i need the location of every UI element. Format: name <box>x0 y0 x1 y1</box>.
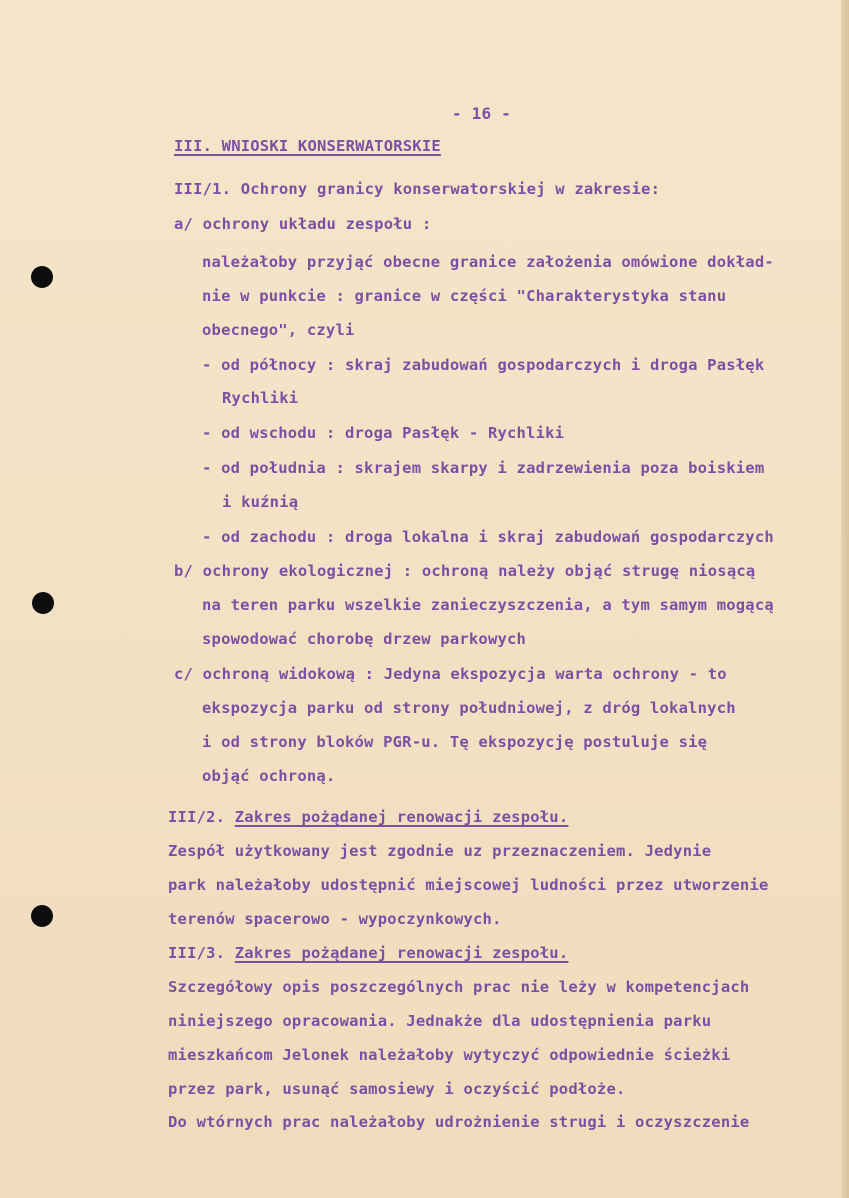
boundary-south-cont: i kuźnią <box>222 493 299 511</box>
section-heading: III. WNIOSKI KONSERWATORSKIE <box>174 137 441 155</box>
page-number: - 16 - <box>452 104 511 123</box>
boundary-north: - od północy : skraj zabudowań gospodarczych i droga Pasłęk <box>202 356 765 374</box>
punch-hole-middle <box>32 592 54 614</box>
item-b-line: na teren parku wszelkie zanieczyszczenia, a tym samym mogącą <box>202 596 774 614</box>
item-c-line: i od strony bloków PGR-u. Tę ekspozycję postuluje się <box>202 733 708 751</box>
s3-body-line: niniejszego opracowania. Jednakże dla udostępnienia parku <box>168 1012 712 1030</box>
item-a-body-line: obecnego", czyli <box>202 321 355 339</box>
s3-body-line: przez park, usunąć samosiewy i oczyścić podłoże. <box>168 1080 626 1098</box>
item-a-label: a/ ochrony układu zespołu : <box>174 215 432 233</box>
subsection-number-2: III/2. <box>168 808 226 826</box>
s3-body-line: Szczegółowy opis poszczególnych prac nie leży w kompetencjach <box>168 978 750 996</box>
punch-hole-bottom <box>31 905 53 927</box>
item-a-body-line: należałoby przyjąć obecne granice założenia omówione dokład- <box>202 253 774 271</box>
item-b-line: b/ ochrony ekologicznej : ochroną należy objąć strugę niosącą <box>174 562 756 580</box>
boundary-west: - od zachodu : droga lokalna i skraj zabudowań gospodarczych <box>202 528 774 546</box>
s2-body-line: Zespół użytkowany jest zgodnie uz przeznaczeniem. Jedynie <box>168 842 712 860</box>
subsection-title-3 <box>168 944 568 962</box>
page-edge <box>841 0 849 1198</box>
item-c-line: ekspozycja parku od strony południowej, z dróg lokalnych <box>202 699 736 717</box>
boundary-east: - od wschodu : droga Pasłęk - Rychliki <box>202 424 565 442</box>
subsection-title-1: III/1. Ochrony granicy konserwatorskiej w zakresie: <box>174 180 661 198</box>
subsection-heading-2: Zakres pożądanej renowacji zespołu. <box>234 808 569 826</box>
punch-hole-top <box>31 266 53 288</box>
subsection-title-2 <box>168 808 568 826</box>
s3-body-line: mieszkańcom Jelonek należałoby wytyczyć odpowiednie ścieżki <box>168 1046 731 1064</box>
s2-body-line: park należałoby udostępnić miejscowej ludności przez utworzenie <box>168 876 769 894</box>
item-a-body-line: nie w punkcie : granice w części "Charakterystyka stanu <box>202 287 727 305</box>
s3-body-line: Do wtórnych prac należałoby udrożnienie strugi i oczyszczenie <box>168 1113 750 1131</box>
item-c-line: objąć ochroną. <box>202 767 336 785</box>
item-b-line: spowodować chorobę drzew parkowych <box>202 630 527 648</box>
item-c-line: c/ ochroną widokową : Jedyna ekspozycja warta ochrony - to <box>174 665 727 683</box>
boundary-north-cont: Rychliki <box>222 389 299 407</box>
subsection-number-3: III/3. <box>168 944 226 962</box>
subsection-heading-3: Zakres pożądanej renowacji zespołu. <box>234 944 569 962</box>
s2-body-line: terenów spacerowo - wypoczynkowych. <box>168 910 502 928</box>
boundary-south: - od południa : skrajem skarpy i zadrzewienia poza boiskiem <box>202 459 765 477</box>
